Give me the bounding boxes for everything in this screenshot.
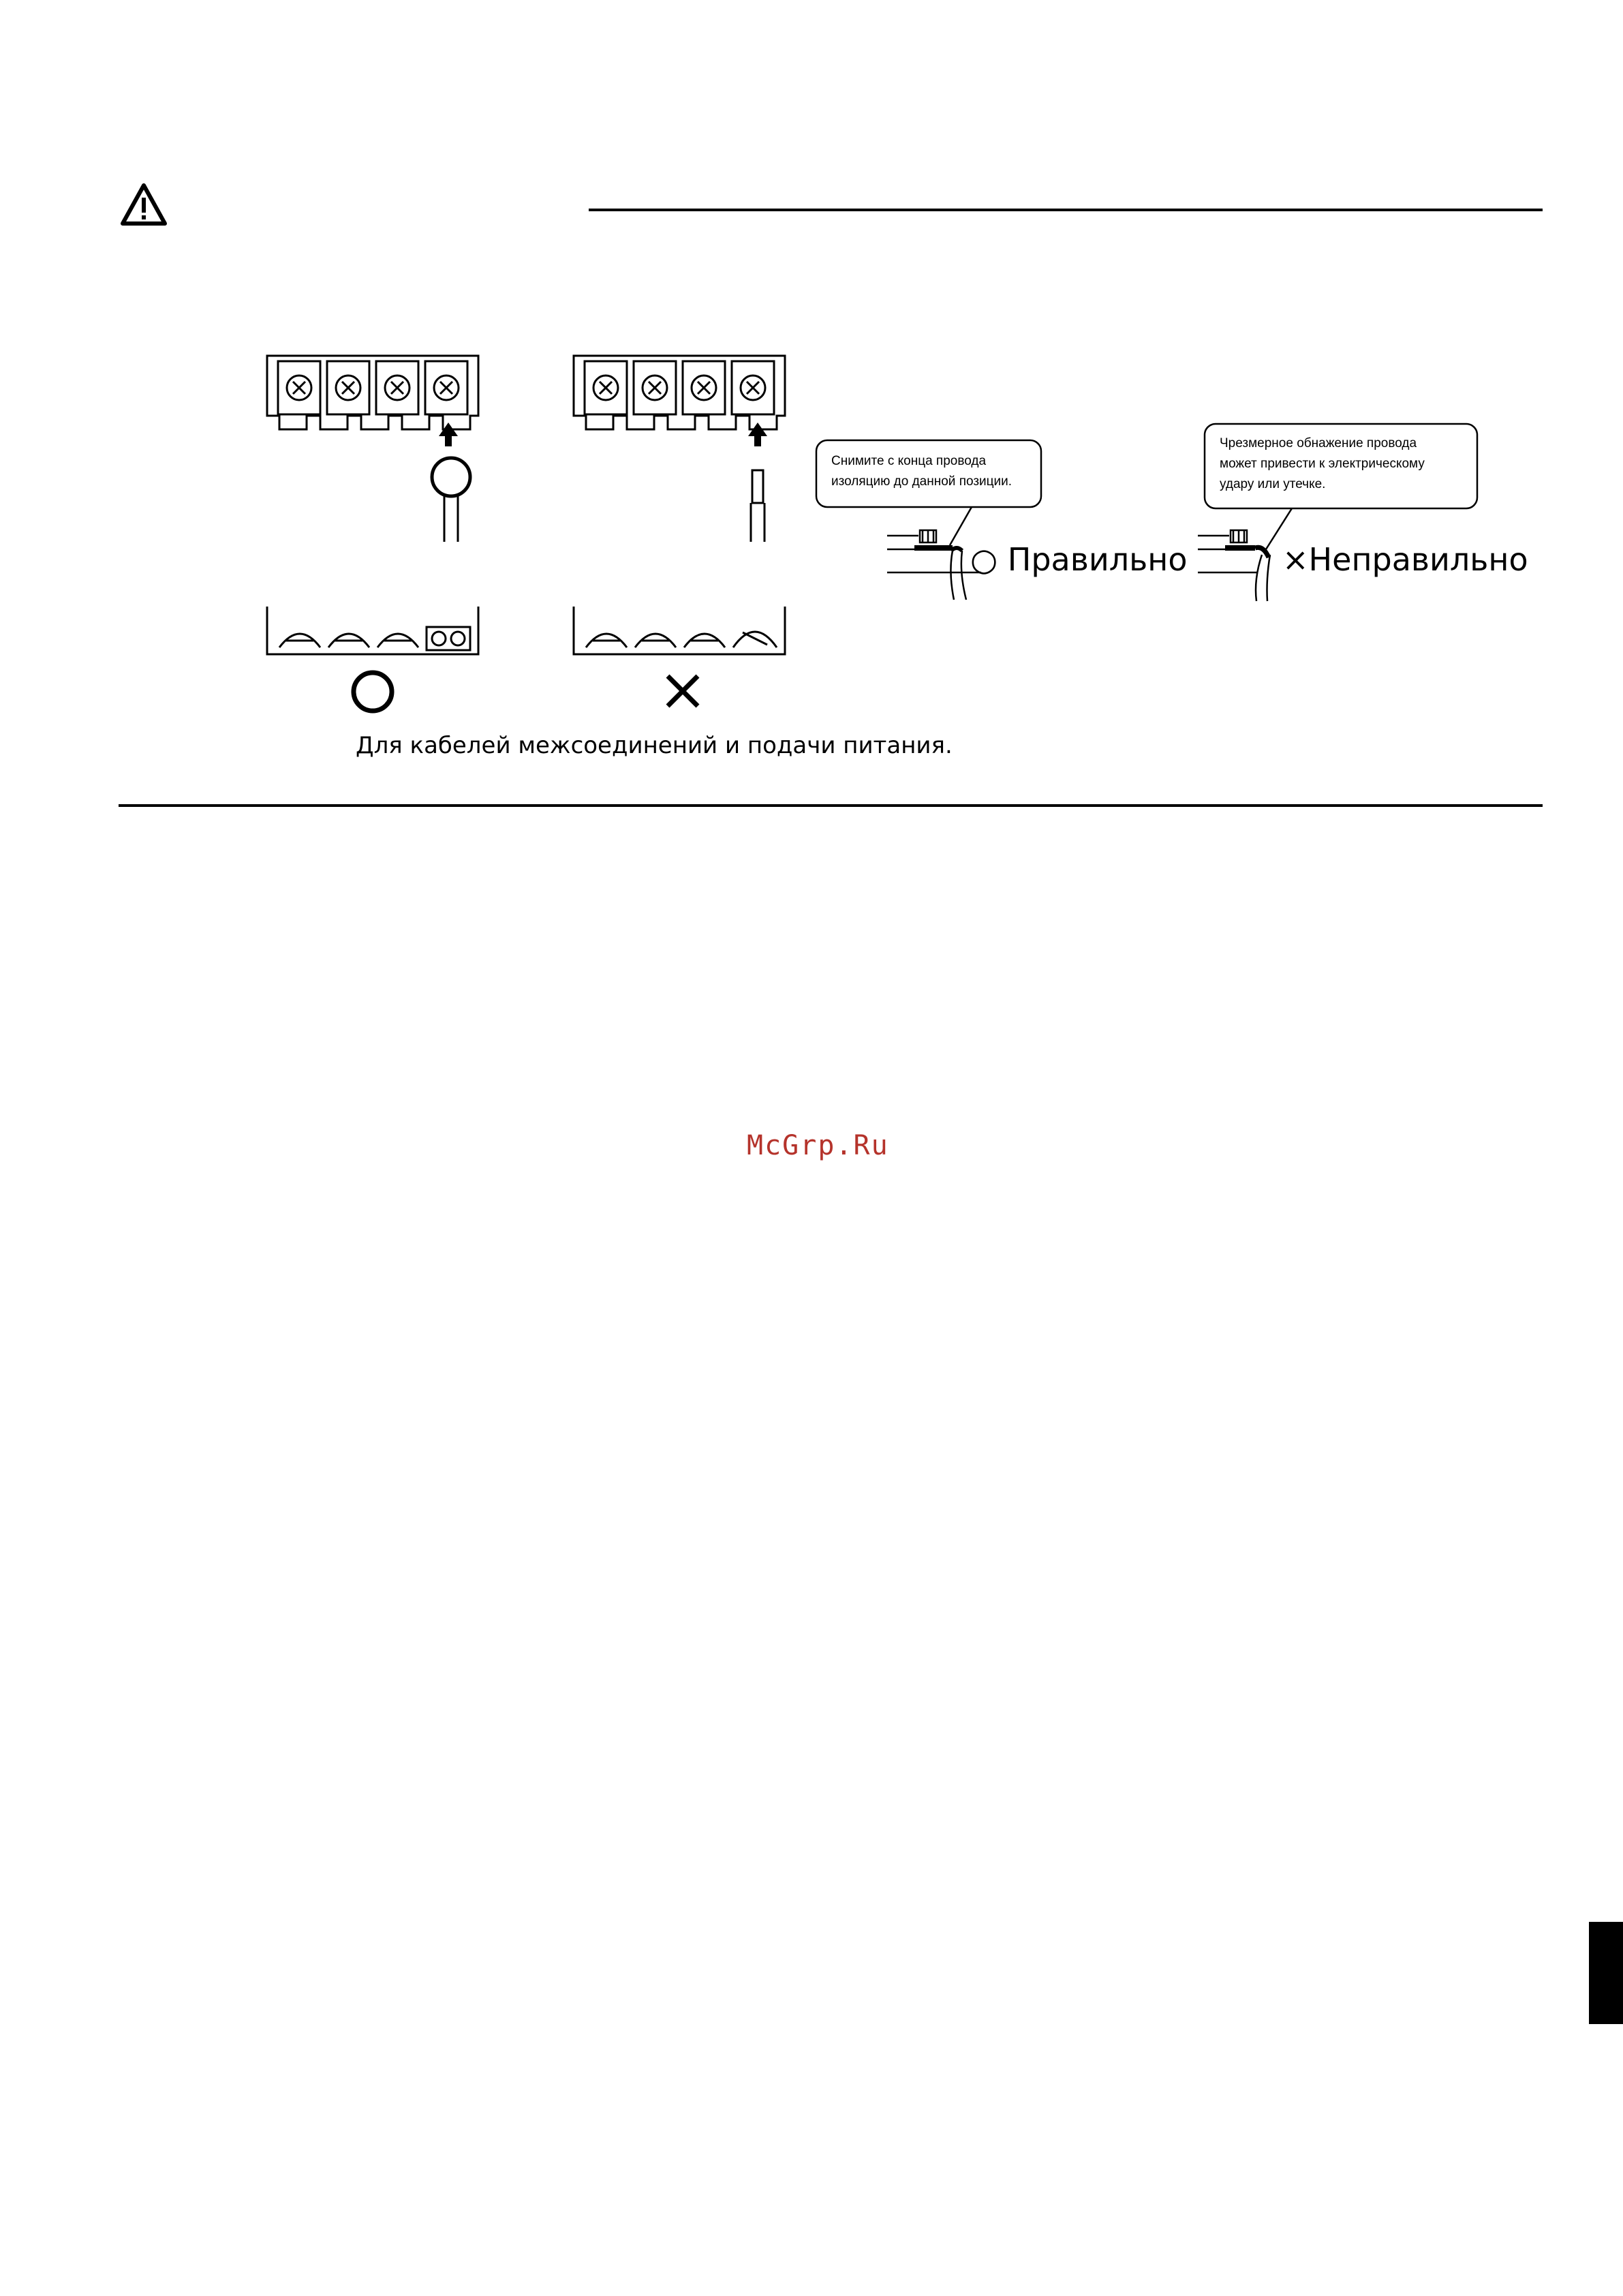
callout-strip-text: [831, 451, 1012, 492]
correct-text: Правильно: [1007, 541, 1188, 578]
terminal-block-side-incorrect: [572, 600, 790, 668]
header-rule: [589, 209, 1543, 211]
wire-detail-correct: [886, 525, 981, 607]
callout-over-strip-line2: может привести к электрическому: [1220, 457, 1425, 471]
page-edge-tab: [1589, 1922, 1623, 2024]
incorrect-symbol: ×: [1282, 541, 1309, 578]
watermark-text: McGrp.Ru: [747, 1130, 889, 1161]
callout-over-strip-line3: удару или утечке.: [1220, 477, 1326, 491]
callout-strip-line1: Снимите с конца провода: [831, 454, 987, 468]
correct-symbol: ○: [970, 541, 998, 578]
correct-circle-icon: [349, 668, 397, 716]
terminal-block-side-correct: [266, 600, 484, 668]
warning-triangle-icon: [120, 183, 168, 226]
callout-over-strip-line1: Чрезмерное обнажение провода: [1220, 436, 1417, 450]
figure-caption: Для кабелей межсоединений и подачи питания.: [356, 732, 953, 759]
incorrect-cross-icon: [662, 671, 703, 711]
incorrect-text: Неправильно: [1308, 541, 1528, 578]
callout-over-strip-text: [1220, 433, 1425, 495]
callout-strip-line2: изоляцию до данной позиции.: [831, 474, 1013, 489]
wire-detail-incorrect: [1196, 525, 1292, 607]
terminal-block-correct-diagram: [266, 354, 484, 545]
terminal-block-incorrect-diagram: [572, 354, 790, 545]
incorrect-label: [1282, 541, 1528, 578]
correct-label: [970, 541, 1187, 578]
section-rule: [119, 804, 1543, 807]
